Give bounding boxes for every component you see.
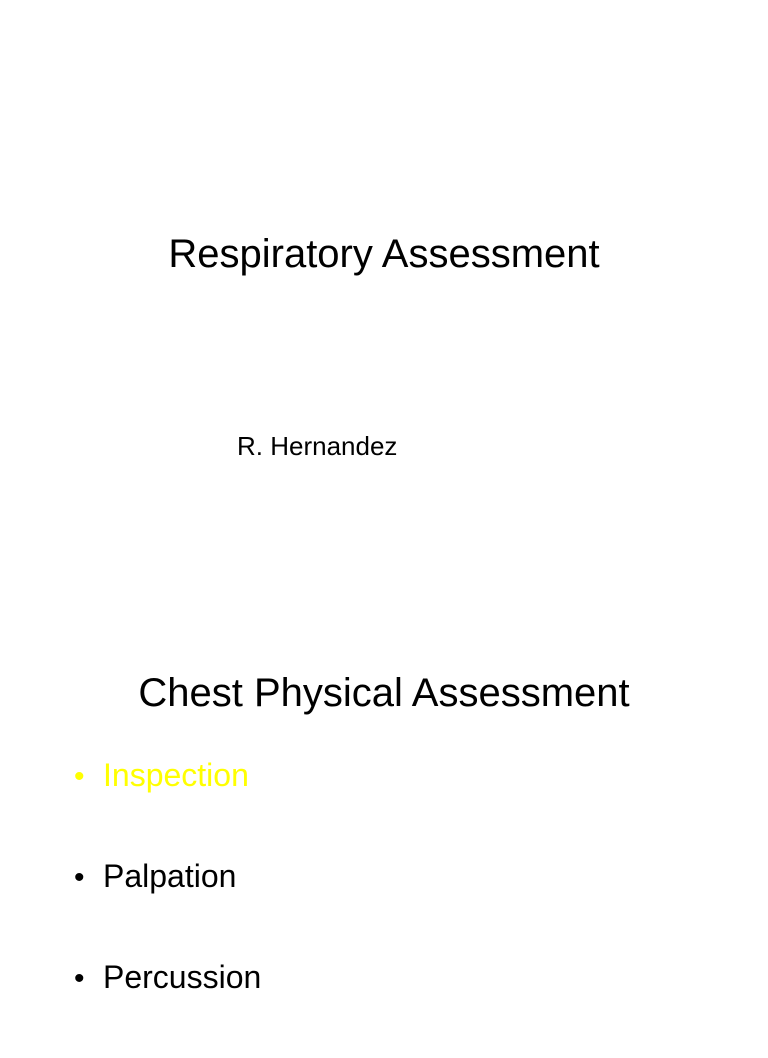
bullet-item-percussion — [74, 957, 261, 1058]
bullet-text: Palpation — [103, 858, 237, 894]
slide-title: Chest Physical Assessment — [138, 671, 630, 715]
content-slide — [0, 512, 768, 1024]
bullet-text: Inspection — [103, 757, 249, 793]
bullet-icon: • — [74, 760, 85, 793]
bullet-text: Percussion — [103, 959, 262, 995]
author-name: R. Hernandez — [237, 431, 398, 461]
bullet-list — [74, 755, 261, 1058]
bullet-icon: • — [74, 861, 85, 894]
bullet-icon: • — [74, 962, 85, 995]
bullet-item-inspection — [74, 755, 261, 856]
slide-title: Respiratory Assessment — [168, 232, 600, 276]
title-slide — [0, 0, 768, 512]
bullet-item-palpation — [74, 856, 261, 957]
